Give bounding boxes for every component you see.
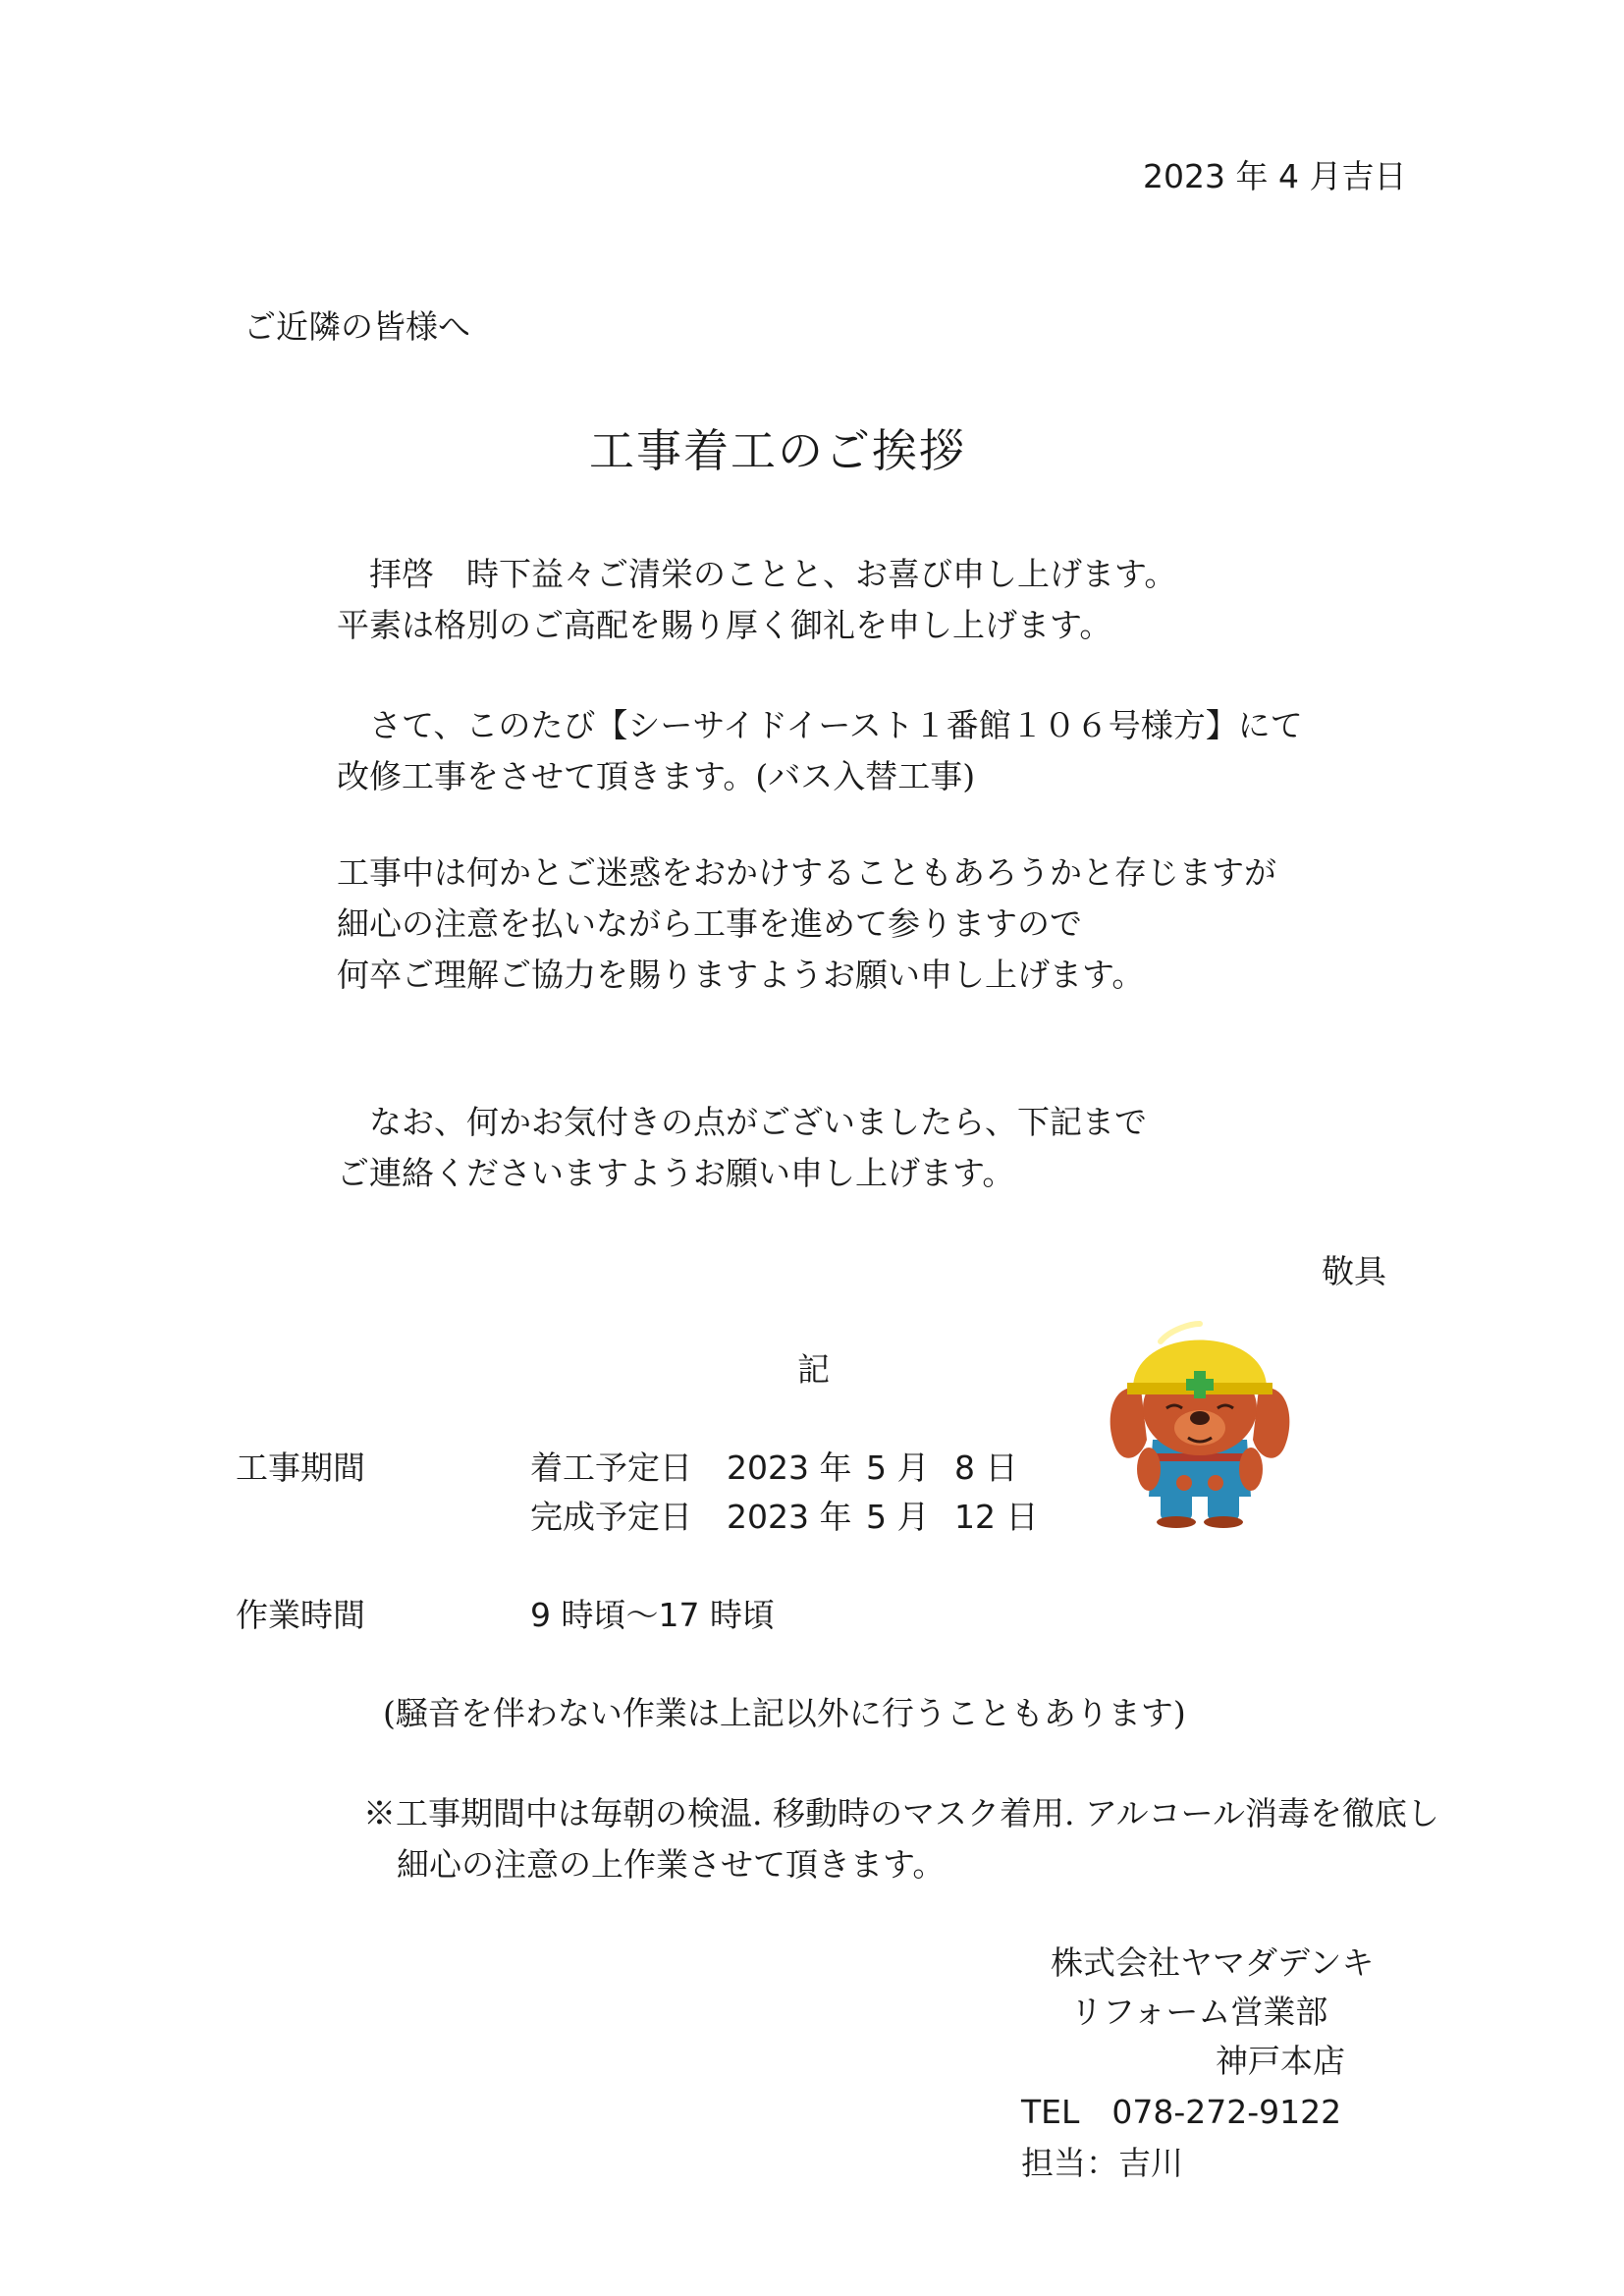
- start-date-label: 着工予定日: [530, 1449, 692, 1487]
- start-date-day: 8 日: [954, 1449, 1018, 1487]
- completion-date-label: 完成予定日: [530, 1498, 692, 1536]
- start-date-year: 2023 年: [727, 1449, 852, 1487]
- apology-line-2: 細心の注意を払いながら工事を進めて参りますので: [337, 904, 1082, 943]
- announcement-line-1: さて、このたび【シーサイドイースト１番館１０６号様方】にて: [337, 706, 1303, 744]
- work-hours-label: 作業時間: [236, 1596, 365, 1634]
- work-hours-value: 9 時頃～17 時頃: [530, 1596, 775, 1634]
- company-branch: 神戸本店: [1216, 2042, 1345, 2080]
- contact-person: 担当：吉川: [1021, 2144, 1183, 2182]
- company-phone: TEL 078-272-9122: [1021, 2093, 1342, 2131]
- greeting-line-1: 拝啓 時下益々ご清栄のことと、お喜び申し上げます。: [337, 555, 1177, 593]
- construction-period-label: 工事期間: [236, 1449, 365, 1487]
- document-date: 2023 年 4 月吉日: [1143, 157, 1407, 195]
- start-date-month: 5 月: [866, 1449, 930, 1487]
- announcement-line-2: 改修工事をさせて頂きます。(バス入替工事): [337, 757, 976, 795]
- contact-request-line-1: なお、何かお気付きの点がございましたら、下記まで: [337, 1103, 1147, 1141]
- ki-heading: 記: [797, 1350, 830, 1389]
- hygiene-note-line-2: 細心の注意の上作業させて頂きます。: [397, 1845, 946, 1884]
- page-title: 工事着工のご挨拶: [589, 424, 966, 477]
- company-name: 株式会社ヤマダデンキ: [1051, 1943, 1375, 1982]
- contact-request-line-2: ご連絡くださいますようお願い申し上げます。: [337, 1154, 1015, 1192]
- construction-mascot-dog-icon: [1102, 1273, 1298, 1528]
- completion-date-month: 5 月: [866, 1498, 930, 1536]
- apology-line-1: 工事中は何かとご迷惑をおかけすることもあろうかと存じますが: [337, 853, 1276, 892]
- recipient-line: ご近隣の皆様へ: [244, 307, 470, 346]
- completion-date-day: 12 日: [954, 1498, 1039, 1536]
- apology-line-3: 何卒ご理解ご協力を賜りますようお願い申し上げます。: [337, 956, 1145, 994]
- hygiene-note-line-1: ※工事期間中は毎朝の検温. 移動時のマスク着用. アルコール消毒を徹底し: [363, 1794, 1439, 1832]
- greeting-line-2: 平素は格別のご高配を賜り厚く御礼を申し上げます。: [337, 606, 1112, 644]
- company-department: リフォーム営業部: [1070, 1993, 1328, 2031]
- completion-date-year: 2023 年: [727, 1498, 852, 1536]
- noise-note: (騒音を伴わない作業は上記以外に行うこともあります): [383, 1694, 1186, 1732]
- closing-keigu: 敬具: [1322, 1252, 1386, 1290]
